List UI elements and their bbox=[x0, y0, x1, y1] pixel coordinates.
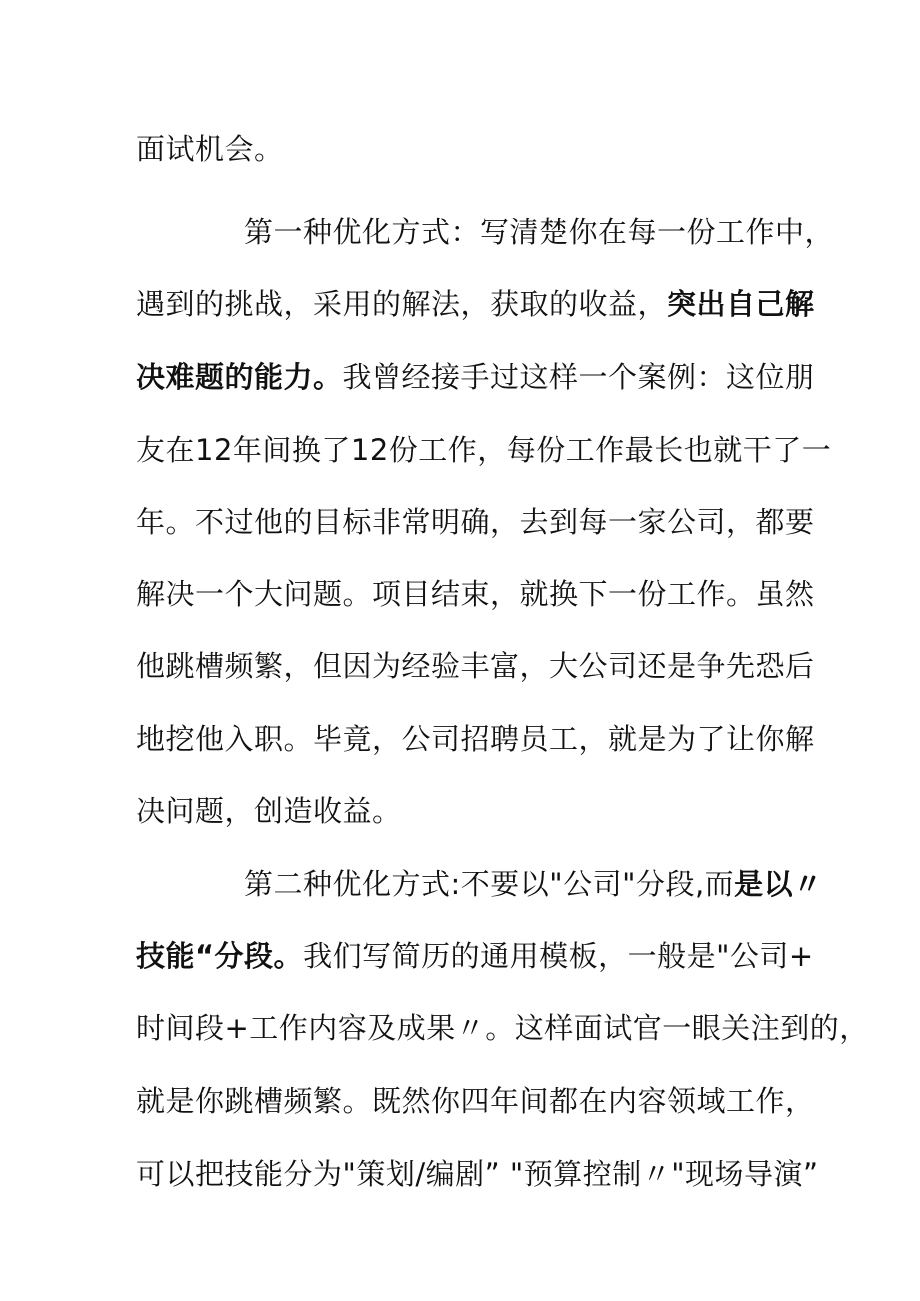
bold-text-segment: 技能“分段。 bbox=[136, 939, 304, 973]
text-line-3 bbox=[136, 284, 815, 324]
text-segment: 地挖他入职。毕竟，公司招聘员工，就是为了让你解 bbox=[136, 722, 815, 756]
text-segment: 遇到的挑战，采用的解法，获取的收益， bbox=[136, 287, 668, 321]
text-segment: 我曾经接手过这样一个案例：这位朋 bbox=[342, 360, 815, 394]
text-line-6 bbox=[136, 502, 815, 542]
text-segment: 年。不过他的目标非常明确，去到每一家公司，都要 bbox=[136, 505, 815, 539]
text-line-11 bbox=[244, 864, 823, 904]
text-segment: 可以把技能分为"策划/编剧” "预算控制〃"现场导演” bbox=[136, 1157, 819, 1191]
text-segment: 第一种优化方式：写清楚你在每一份工作中， bbox=[244, 215, 835, 249]
text-line-5 bbox=[136, 430, 832, 470]
bold-text-segment: 决难题的能力。 bbox=[136, 360, 343, 394]
text-line-15 bbox=[136, 1154, 819, 1194]
text-line-7 bbox=[136, 574, 815, 614]
text-segment: 决问题，创造收益。 bbox=[136, 794, 402, 828]
text-segment: 他跳槽频繁，但因为经验丰富，大公司还是争先恐后 bbox=[136, 649, 815, 683]
text-line-13 bbox=[136, 1008, 869, 1048]
text-line-1 bbox=[136, 129, 796, 169]
text-line-9 bbox=[136, 719, 815, 759]
text-segment: 友在12年间换了12份工作，每份工作最长也就干了一 bbox=[136, 433, 832, 467]
bold-text-segment: 突出自己解 bbox=[667, 287, 815, 321]
text-line-4 bbox=[136, 357, 815, 397]
text-segment: 时间段+工作内容及成果〃。这样面试官一眼关注到的， bbox=[136, 1011, 869, 1045]
text-segment: 就是你跳槽频繁。既然你四年间都在内容领域工作， bbox=[136, 1084, 815, 1118]
text-line-12 bbox=[136, 936, 814, 976]
text-segment: 第二种优化方式:不要以"公司"分段,而 bbox=[244, 867, 735, 901]
text-line-14 bbox=[136, 1081, 815, 1121]
bold-text-segment: 是以〃 bbox=[734, 867, 823, 901]
text-segment: 解决一个大问题。项目结束，就换下一份工作。虽然 bbox=[136, 577, 815, 611]
text-line-2 bbox=[244, 212, 835, 252]
text-line-10 bbox=[136, 791, 796, 831]
text-segment: 我们写简历的通用模板，一般是"公司+ bbox=[303, 939, 814, 973]
text-segment: 面试机会。 bbox=[136, 132, 284, 166]
text-line-8 bbox=[136, 646, 815, 686]
